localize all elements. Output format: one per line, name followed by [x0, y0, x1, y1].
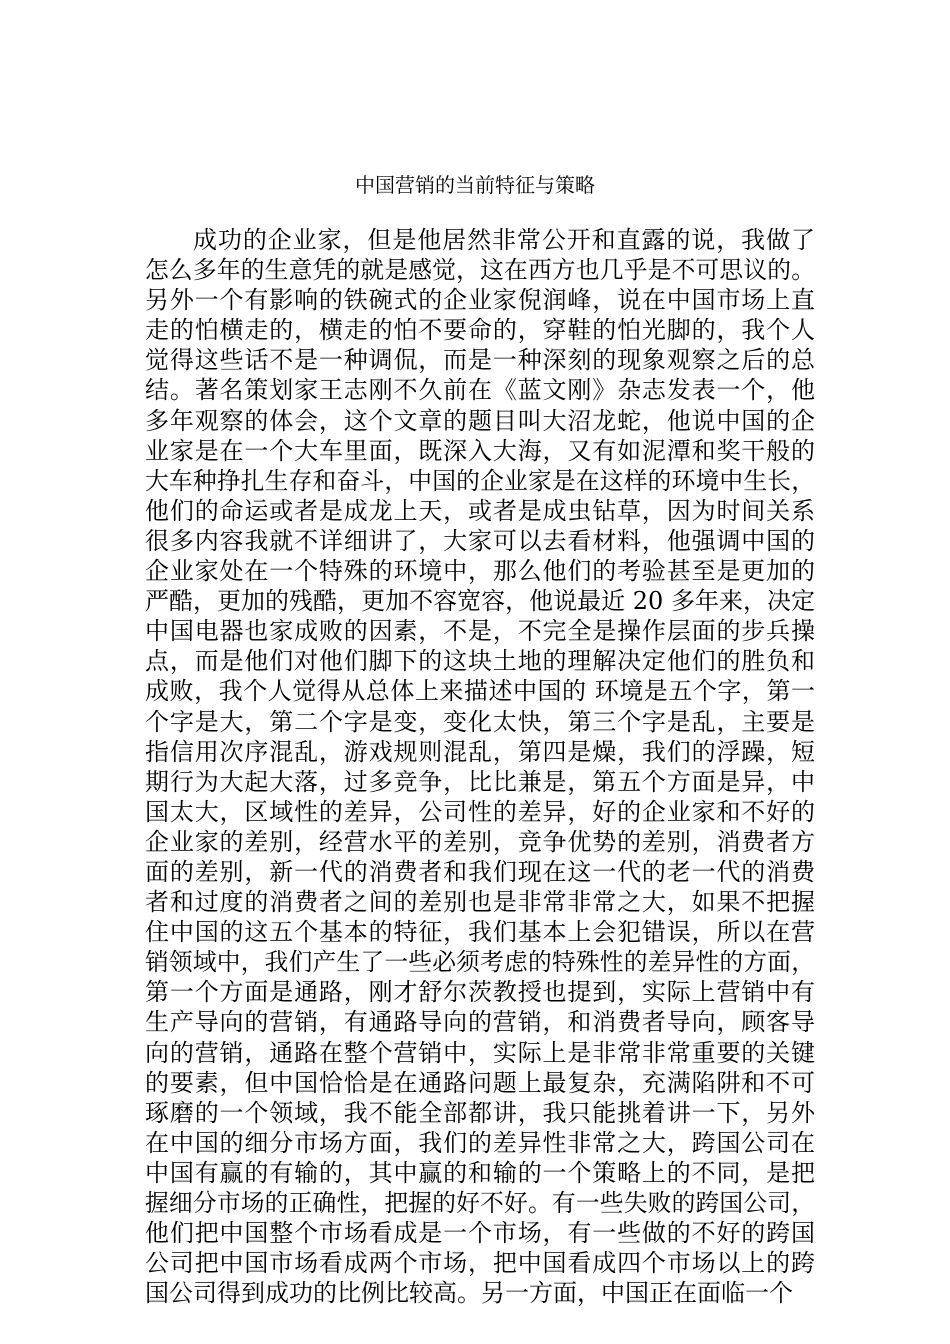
body-line: 成败，我个人觉得从总体上来描述中国的 环境是五个字，第一 [145, 677, 815, 706]
body-line: 中国电器也家成败的因素，不是，不完全是操作层面的步兵操 [145, 617, 815, 646]
body-line: 期行为大起大落，过多竞争，比比兼是，第五个方面是异，中 [145, 767, 815, 796]
body-line: 企业家的差别，经营水平的差别，竞争优势的差别，消费者方 [145, 827, 815, 856]
body-line: 业家是在一个大车里面，既深入大海，又有如泥潭和奖干般的 [145, 436, 815, 465]
body-line: 个字是大，第二个字是变，变化太快，第三个字是乱，主要是 [145, 707, 815, 736]
body-line: 多年观察的体会，这个文章的题目叫大沼龙蛇，他说中国的企 [145, 406, 815, 435]
body-line: 另外一个有影响的铁碗式的企业家倪润峰，说在中国市场上直 [145, 286, 815, 315]
body-line: 面的差别，新一代的消费者和我们现在这一代的老一代的消费 [145, 857, 815, 886]
body-line: 他们的命运或者是成龙上天，或者是成虫钻草，因为时间关系 [145, 496, 815, 525]
body-line: 国公司得到成功的比例比较高。另一方面，中国正在面临一个 [145, 1279, 793, 1308]
body-line: 很多内容我就不详细讲了，大家可以去看材料，他强调中国的 [145, 526, 815, 555]
body-line: 点，而是他们对他们脚下的这块土地的理解决定他们的胜负和 [145, 647, 815, 676]
document-title: 中国营销的当前特征与策略 [355, 173, 595, 197]
body-line: 生产导向的营销，有通路导向的营销，和消费者导向，顾客导 [145, 1008, 815, 1037]
body-line: 第一个方面是通路，刚才舒尔茨教授也提到，实际上营销中有 [145, 978, 815, 1007]
body-line: 觉得这些话不是一种调侃，而是一种深刻的现象观察之后的总 [145, 346, 815, 375]
body-line: 的要素，但中国恰恰是在通路问题上最复杂，充满陷阱和不可 [145, 1068, 815, 1097]
body-line: 走的怕横走的，横走的怕不要命的，穿鞋的怕光脚的，我个人 [145, 316, 815, 345]
body-line: 国太大，区域性的差异，公司性的差异，好的企业家和不好的 [145, 797, 815, 826]
body-line: 住中国的这五个基本的特征，我们基本上会犯错误，所以在营 [145, 918, 815, 947]
document-body [145, 225, 815, 1308]
body-line: 握细分市场的正确性，把握的好不好。有一些失败的跨国公司， [145, 1189, 815, 1217]
body-line: 结。著名策划家王志刚不久前在《蓝文刚》杂志发表一个，他 [145, 376, 815, 405]
body-line: 者和过度的消费者之间的差别也是非常非常之大，如果不把握 [145, 888, 815, 917]
body-line: 中国有赢的有输的，其中赢的和输的一个策略上的不同，是把 [145, 1158, 815, 1187]
body-line: 指信用次序混乱，游戏规则混乱，第四是燥，我们的浮躁，短 [145, 737, 815, 766]
body-line: 企业家处在一个特殊的环境中，那么他们的考验甚至是更加的 [145, 557, 815, 586]
body-line: 成功的企业家，但是他居然非常公开和直露的说，我做了 [193, 226, 815, 254]
body-line: 他们把中国整个市场看成是一个市场，有一些做的不好的跨国 [145, 1219, 815, 1248]
body-line: 琢磨的一个领域，我不能全部都讲，我只能挑着讲一下，另外 [145, 1098, 815, 1127]
body-line: 销领域中，我们产生了一些必须考虑的特殊性的差异性的方面， [145, 948, 815, 977]
body-line: 怎么多年的生意凭的就是感觉，这在西方也几乎是不可思议的。 [145, 256, 815, 285]
body-line: 向的营销，通路在整个营销中，实际上是非常非常重要的关键 [145, 1038, 815, 1067]
body-line: 大车种挣扎生存和奋斗，中国的企业家是在这样的环境中生长， [145, 466, 815, 495]
body-line: 在中国的细分市场方面，我们的差异性非常之大，跨国公司在 [145, 1128, 815, 1157]
body-line: 公司把中国市场看成两个市场，把中国看成四个市场以上的跨 [145, 1249, 815, 1278]
body-line: 严酷，更加的残酷，更加不容宽容，他说最近 20 多年来，决定 [145, 587, 815, 616]
